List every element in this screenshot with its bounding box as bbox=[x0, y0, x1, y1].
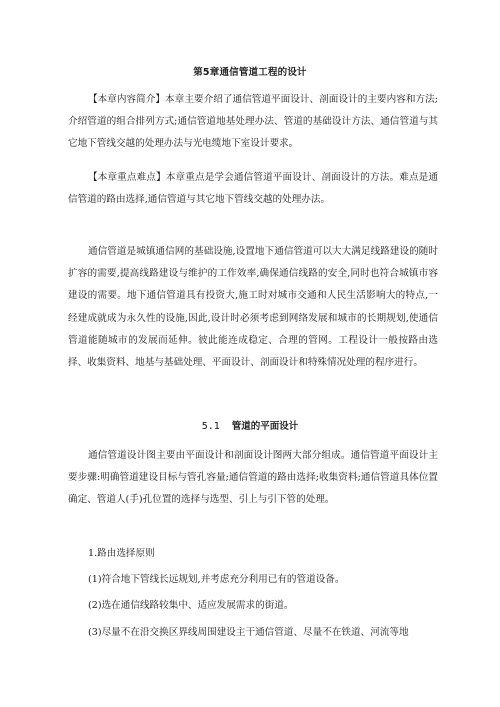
key-points-paragraph: 【本章重点难点】本章重点是学会通信管道平面设计、剖面设计的方法。难点是通信管道的路由选择,通信管道与其它地下管线交越的处理办法。 bbox=[68, 172, 438, 206]
section-number: 5.1 bbox=[201, 421, 220, 432]
list-item: (1)符合地下管线长远规划,并考虑充分利用已有的管道设备。 bbox=[88, 574, 345, 585]
body-paragraph: 通信管道是城镇通信网的基础设施,设置地下通信管道可以大大满足线路建设的随时扩容的需要,提高线路建设与维护的工作效率,确保通信线路的安全,同时也符合城镇市容建设的需要。地下通信管道具有投资大,施工时对城市交通和人民生活影响大的特点,一经建成就成为永久性的设施,因此,设计时必须考虑到网络发展和城市的长期规划,使通信管道能随城市的发展而延伸。彼此能连成稳定、合理的管网。工程设计一般按路由选择、收集资料、地基与基础处理、平面设计、剖面设计和特殊情况处理的程序进行。 bbox=[68, 246, 438, 369]
chapter-intro-paragraph: 【本章内容简介】本章主要介绍了通信管道平面设计、剖面设计的主要内容和方法;介绍管道的组合排列方式;通信管道地基处理办法、管道的基础设计方法、通信管道与其它地下管线交越的处理办法与光电缆地下室设计要求。 bbox=[68, 94, 438, 150]
chapter-title: 第5章通信管道工程的设计 bbox=[193, 67, 307, 78]
plan-intro-paragraph: 通信管道设计图主要由平面设计和剖面设计图两大部分组成。通信管道平面设计主要步骤:明确管道建设目标与管孔容量;通信管道的路由选择;收集资料;通信管道具体位置确定、管道人(手)孔位置的选择与选型、引上与引下管的处理。 bbox=[68, 450, 438, 506]
list-item: (3)尽量不在沿交换区界线周围建设主干通信管道、尽量不在铁道、河流等地 bbox=[88, 627, 409, 638]
section-title: 管道的平面设计 bbox=[231, 421, 299, 432]
section-heading bbox=[0, 418, 500, 432]
list-heading: 1.路由选择原则 bbox=[88, 548, 155, 559]
list-item: (2)选在通信线路较集中、适应发展需求的街道。 bbox=[88, 600, 294, 611]
